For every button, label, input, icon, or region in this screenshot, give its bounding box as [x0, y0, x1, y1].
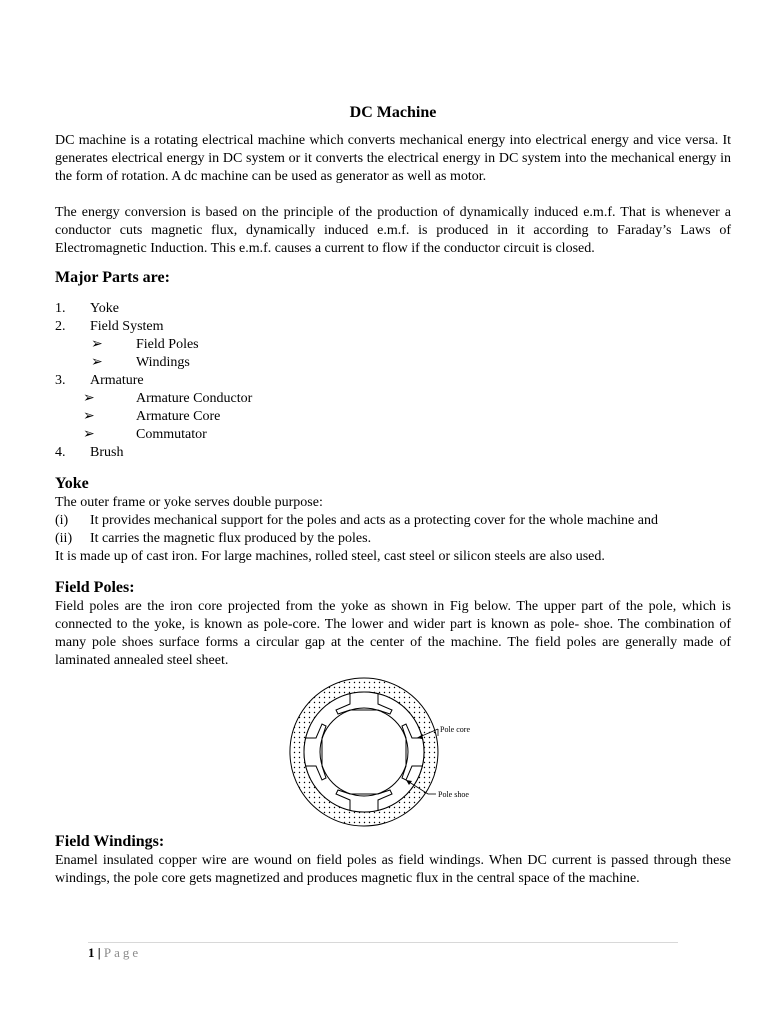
- sub-list-item: ➢ Armature Core: [83, 409, 221, 424]
- field-windings-paragraph: Enamel insulated copper wire are wound on field poles as field windings. When DC current is passed through these windings, the pole core gets magnetized and produces magnetic flux in the central space of the machine.: [55, 853, 731, 886]
- arrow-bullet-icon: ➢: [91, 355, 103, 370]
- document-content: [55, 104, 731, 888]
- arrow-bullet-icon: ➢: [83, 391, 95, 406]
- page-label: Page: [103, 945, 142, 960]
- list-item: 4. Brush: [55, 445, 124, 460]
- yoke-heading: Yoke: [55, 475, 89, 492]
- list-item: 2. Field System: [55, 319, 164, 334]
- page-footer: [88, 944, 141, 962]
- yoke-note: It is made up of cast iron. For large machines, rolled steel, cast steel or silicon steels are also used.: [55, 549, 605, 564]
- yoke-point: (i) It provides mechanical support for the poles and acts as a protecting cover for the whole machine and: [55, 513, 658, 528]
- intro-paragraph-1: DC machine is a rotating electrical machine which converts mechanical energy into electrical energy and vice versa. It generates electrical energy in DC system or it converts the electrical energy in DC system into the mechanical energy in the form of rotation. A dc machine can be used as generator as well as motor.: [55, 133, 731, 184]
- field-poles-paragraph: Field poles are the iron core projected from the yoke as shown in Fig below. The upper part of the pole, which is connected to the yoke, is known as pole-core. The lower and wider part is known as pole- shoe. The combination of many pole shoes surface forms a circular gap at the center of the machine. The field poles are generally made of laminated annealed steel sheet.: [55, 599, 731, 668]
- dc-machine-cross-section-diagram: [288, 676, 528, 828]
- document-title: DC Machine: [349, 104, 437, 121]
- pole-core-label: Pole core: [440, 725, 470, 734]
- page-number: 1: [88, 945, 95, 960]
- pole-figure: [55, 676, 731, 828]
- yoke-point: (ii) It carries the magnetic flux produced by the poles.: [55, 531, 372, 546]
- major-parts-list: [55, 300, 731, 462]
- list-item: 3. Armature: [55, 373, 144, 388]
- page-separator: |: [97, 945, 101, 960]
- arrow-bullet-icon: ➢: [91, 337, 103, 352]
- sub-list-item: ➢ Armature Conductor: [83, 391, 253, 406]
- field-windings-heading: Field Windings:: [55, 833, 165, 850]
- arrow-bullet-icon: ➢: [83, 427, 95, 442]
- intro-paragraph-2: The energy conversion is based on the principle of the production of dynamically induced e.m.f. That is whenever a conductor cuts magnetic flux, dynamically induced e.m.f. is produced in it according to Faraday’s Laws of Electromagnetic Induction. This e.m.f. causes a current to flow if the conductor circuit is closed.: [55, 205, 731, 256]
- field-poles-heading: Field Poles:: [55, 579, 135, 596]
- sub-list-item: ➢ Windings: [91, 355, 190, 370]
- pole-shoe-label: Pole shoe: [438, 790, 469, 799]
- sub-list-item: ➢ Field Poles: [91, 337, 199, 352]
- list-item: 1. Yoke: [55, 301, 119, 316]
- yoke-intro: The outer frame or yoke serves double purpose:: [55, 495, 323, 510]
- arrow-bullet-icon: ➢: [83, 409, 95, 424]
- sub-list-item: ➢ Commutator: [83, 427, 207, 442]
- major-parts-heading: Major Parts are:: [55, 269, 170, 286]
- footer-divider: [88, 942, 678, 943]
